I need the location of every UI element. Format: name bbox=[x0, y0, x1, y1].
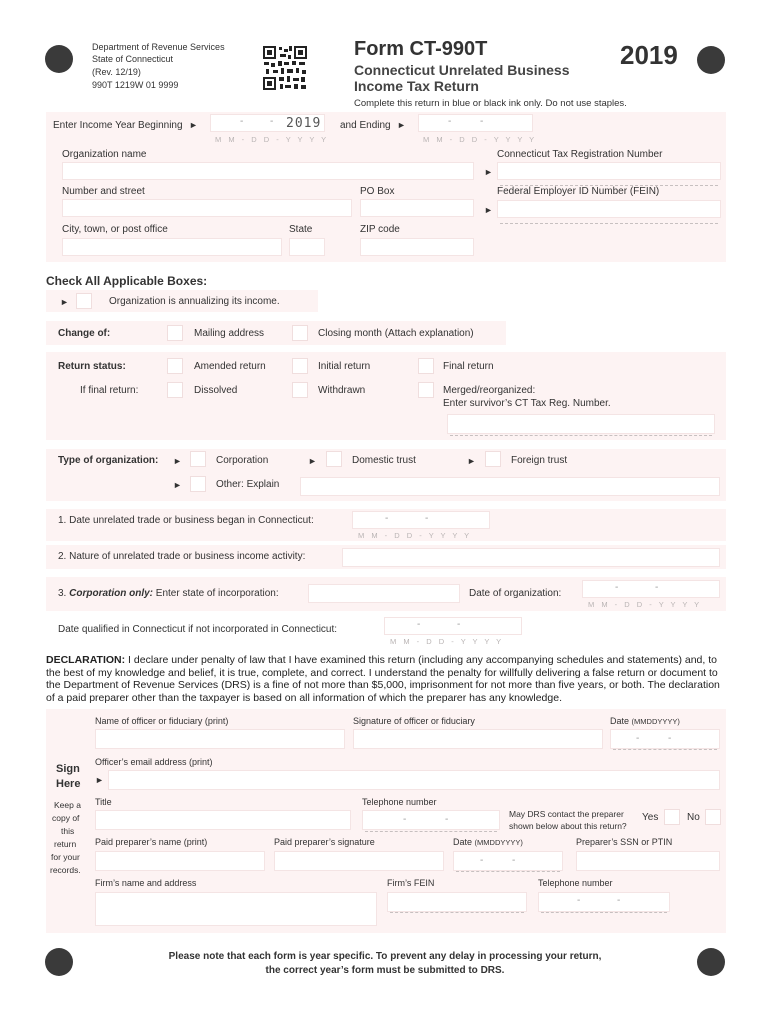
keep-copy-line: this bbox=[61, 826, 75, 836]
fein-boxes bbox=[500, 223, 718, 224]
arrow-icon: ► bbox=[60, 297, 69, 307]
ct-reg-label: Connecticut Tax Registration Number bbox=[497, 149, 663, 160]
withdrawn-label: Withdrawn bbox=[318, 385, 366, 396]
corporation-checkbox[interactable] bbox=[190, 451, 206, 467]
final-return-label: Final return bbox=[443, 361, 494, 372]
officer-phone-boxes bbox=[365, 831, 497, 832]
registration-mark bbox=[697, 46, 725, 74]
declaration-title: DECLARATION: bbox=[46, 654, 126, 666]
dept-line: 990T 1219W 01 9999 bbox=[92, 80, 179, 90]
preparer-ssn-label: Preparer’s SSN or PTIN bbox=[576, 837, 673, 847]
state-label: State bbox=[289, 224, 313, 235]
preparer-signature-input[interactable] bbox=[274, 851, 444, 871]
date-format-hint: M M - D D - Y Y Y Y bbox=[423, 135, 537, 144]
annualizing-checkbox[interactable] bbox=[76, 293, 92, 309]
firm-name-input[interactable] bbox=[95, 892, 377, 926]
date-separator: - bbox=[615, 582, 619, 593]
officer-name-label: Name of officer or fiduciary (print) bbox=[95, 716, 229, 726]
state-of-incorporation-input[interactable] bbox=[308, 584, 460, 603]
date-format-hint: M M - D D - Y Y Y Y bbox=[588, 600, 702, 609]
dept-line: (Rev. 12/19) bbox=[92, 67, 141, 77]
firm-name-label: Firm’s name and address bbox=[95, 878, 197, 888]
po-box-label: PO Box bbox=[360, 186, 395, 197]
date-separator: - bbox=[270, 116, 274, 127]
line-2-input[interactable] bbox=[342, 548, 720, 567]
income-year-begin-label: Enter Income Year Beginning bbox=[53, 120, 183, 131]
keep-copy-line: for your bbox=[51, 852, 80, 862]
city-input[interactable] bbox=[62, 238, 282, 256]
contact-yes-box[interactable] bbox=[664, 809, 680, 825]
firm-fein-label: Firm’s FEIN bbox=[387, 878, 435, 888]
contact-yes-label: Yes bbox=[642, 812, 659, 823]
firm-fein-boxes bbox=[390, 912, 524, 913]
date-label: Date bbox=[453, 837, 473, 847]
dissolved-label: Dissolved bbox=[194, 385, 238, 396]
arrow-icon: ► bbox=[484, 167, 493, 177]
annualizing-label: Organization is annualizing its income. bbox=[109, 296, 280, 307]
zip-input[interactable] bbox=[360, 238, 474, 256]
income-year-begin-value: 2019 bbox=[286, 116, 322, 131]
line-3-label bbox=[58, 588, 279, 599]
initial-return-checkbox[interactable] bbox=[292, 358, 308, 374]
date-separator: - bbox=[617, 895, 621, 906]
contact-no-label: No bbox=[687, 812, 700, 823]
zip-label: ZIP code bbox=[360, 224, 400, 235]
line-3-prefix: 3. bbox=[58, 588, 70, 599]
fein-label: Federal Employer ID Number (FEIN) bbox=[497, 186, 660, 197]
may-contact-label: May DRS contact the preparer bbox=[509, 809, 624, 819]
date-separator: - bbox=[577, 895, 581, 906]
firm-phone-label: Telephone number bbox=[538, 878, 613, 888]
date-separator: - bbox=[445, 814, 449, 825]
form-subtitle: Connecticut Unrelated Business bbox=[354, 62, 570, 78]
officer-date-label bbox=[610, 716, 680, 726]
income-year-end-label: and Ending bbox=[340, 120, 391, 131]
date-qualified-label: Date qualified in Connecticut if not incorporated in Connecticut: bbox=[58, 624, 338, 635]
date-separator: - bbox=[448, 116, 452, 127]
officer-email-label: Officer’s email address (print) bbox=[95, 757, 213, 767]
merged-label: Merged/reorganized: bbox=[443, 385, 536, 396]
mailing-address-label: Mailing address bbox=[194, 328, 265, 339]
arrow-icon: ► bbox=[308, 456, 317, 466]
income-year-end-input[interactable] bbox=[418, 114, 533, 132]
keep-copy-line: records. bbox=[50, 865, 81, 875]
dept-line: Department of Revenue Services bbox=[92, 42, 225, 52]
instructions: Complete this return in blue or black ink only. Do not use staples. bbox=[354, 98, 627, 109]
date-format: (MMDDYYYY) bbox=[631, 717, 680, 726]
state-input[interactable] bbox=[289, 238, 325, 256]
return-status-label: Return status: bbox=[58, 361, 126, 372]
other-explain-input[interactable] bbox=[300, 477, 720, 496]
preparer-name-input[interactable] bbox=[95, 851, 265, 871]
date-separator: - bbox=[417, 619, 421, 630]
date-format: (MMDDYYYY) bbox=[474, 838, 523, 847]
amended-return-label: Amended return bbox=[194, 361, 266, 372]
officer-email-input[interactable] bbox=[108, 770, 720, 790]
closing-month-label: Closing month (Attach explanation) bbox=[318, 328, 474, 339]
sign-here-label: Here bbox=[56, 778, 81, 790]
fein-input[interactable] bbox=[497, 200, 721, 218]
firm-fein-input[interactable] bbox=[387, 892, 527, 912]
date-separator: - bbox=[403, 814, 407, 825]
preparer-date-input[interactable] bbox=[453, 851, 563, 871]
city-label: City, town, or post office bbox=[62, 224, 168, 235]
org-name-input[interactable] bbox=[62, 162, 474, 180]
foreign-trust-checkbox[interactable] bbox=[485, 451, 501, 467]
line-2-label: 2. Nature of unrelated trade or business income activity: bbox=[58, 551, 306, 562]
date-format-hint: M M - D D - Y Y Y Y bbox=[215, 135, 329, 144]
footer-note: the correct year’s form must be submitted to DRS. bbox=[265, 965, 505, 976]
other-checkbox[interactable] bbox=[190, 476, 206, 492]
initial-return-label: Initial return bbox=[318, 361, 371, 372]
arrow-icon: ► bbox=[467, 456, 476, 466]
tax-year: 2019 bbox=[620, 40, 678, 70]
arrow-icon: ► bbox=[95, 775, 104, 785]
date-separator: - bbox=[457, 619, 461, 630]
firm-phone-input[interactable] bbox=[538, 892, 670, 912]
date-format-hint: M M - D D - Y Y Y Y bbox=[358, 531, 472, 540]
preparer-signature-label: Paid preparer’s signature bbox=[274, 837, 375, 847]
survivor-ct-reg-input[interactable] bbox=[447, 414, 715, 434]
org-name-label: Organization name bbox=[62, 149, 147, 160]
officer-title-input[interactable] bbox=[95, 810, 351, 830]
corporation-label: Corporation bbox=[216, 455, 269, 466]
date-of-org-label: Date of organization: bbox=[469, 588, 562, 599]
survivor-ct-reg-boxes bbox=[450, 435, 712, 436]
date-separator: - bbox=[480, 116, 484, 127]
date-separator: - bbox=[668, 733, 672, 744]
officer-signature-input[interactable] bbox=[353, 729, 603, 749]
arrow-icon: ► bbox=[173, 456, 182, 466]
qr-code-icon bbox=[262, 45, 308, 91]
ct-reg-input[interactable] bbox=[497, 162, 721, 180]
line-1-label: 1. Date unrelated trade or business began in Connecticut: bbox=[58, 515, 314, 526]
sign-here-label: Sign bbox=[56, 763, 80, 775]
date-separator: - bbox=[655, 582, 659, 593]
arrow-icon: ► bbox=[189, 120, 198, 130]
date-separator: - bbox=[240, 116, 244, 127]
dissolved-checkbox[interactable] bbox=[167, 382, 183, 398]
preparer-name-label: Paid preparer’s name (print) bbox=[95, 837, 208, 847]
officer-signature-label: Signature of officer or fiduciary bbox=[353, 716, 475, 726]
dept-line: State of Connecticut bbox=[92, 54, 174, 64]
form-title: Form CT-990T bbox=[354, 38, 488, 60]
final-return-checkbox[interactable] bbox=[418, 358, 434, 374]
arrow-icon: ► bbox=[484, 205, 493, 215]
keep-copy-line: Keep a bbox=[54, 800, 81, 810]
line-3-rest: Enter state of incorporation: bbox=[153, 588, 279, 599]
preparer-date-label bbox=[453, 837, 523, 847]
date-separator: - bbox=[385, 513, 389, 524]
amended-return-checkbox[interactable] bbox=[167, 358, 183, 374]
officer-date-boxes bbox=[613, 749, 717, 750]
date-separator: - bbox=[480, 855, 484, 866]
po-box-input[interactable] bbox=[360, 199, 474, 217]
line-1-date-input[interactable] bbox=[352, 511, 490, 529]
keep-copy-line: return bbox=[54, 839, 77, 849]
change-of-label: Change of: bbox=[58, 328, 111, 339]
date-qualified-input[interactable] bbox=[384, 617, 522, 635]
type-of-org-label: Type of organization: bbox=[58, 455, 159, 466]
survivor-label: Enter survivor’s CT Tax Reg. Number. bbox=[443, 398, 611, 409]
preparer-date-boxes bbox=[456, 871, 560, 872]
may-contact-label: shown below about this return? bbox=[509, 821, 627, 831]
date-separator: - bbox=[636, 733, 640, 744]
line-3-corp-only: Corporation only: bbox=[69, 588, 154, 599]
contact-no-box[interactable] bbox=[705, 809, 721, 825]
officer-phone-label: Telephone number bbox=[362, 797, 437, 807]
closing-month-checkbox[interactable] bbox=[292, 325, 308, 341]
withdrawn-checkbox[interactable] bbox=[292, 382, 308, 398]
firm-phone-boxes bbox=[541, 912, 667, 913]
other-label: Other: Explain bbox=[216, 479, 280, 490]
preparer-ssn-input[interactable] bbox=[576, 851, 720, 871]
form-subtitle: Income Tax Return bbox=[354, 78, 479, 94]
officer-date-input[interactable] bbox=[610, 729, 720, 749]
checkbox-heading: Check All Applicable Boxes: bbox=[46, 274, 208, 288]
if-final-label: If final return: bbox=[80, 385, 139, 396]
arrow-icon: ► bbox=[397, 120, 406, 130]
foreign-trust-label: Foreign trust bbox=[511, 455, 568, 466]
merged-checkbox[interactable] bbox=[418, 382, 434, 398]
domestic-trust-label: Domestic trust bbox=[352, 455, 416, 466]
officer-name-input[interactable] bbox=[95, 729, 345, 749]
mailing-address-checkbox[interactable] bbox=[167, 325, 183, 341]
declaration-text bbox=[46, 654, 726, 704]
declaration-body: I declare under penalty of law that I have examined this return (including any accompanying schedules and statements) and, to the best of my knowledge and belief, it is true, complete, and correct. I understand the penalty for willfully delivering a false return or document to the Department of Revenue Services (DRS) is a fine of not more than $5,000, imprisonment for not more than five years, or both. The declaration of a paid preparer other than the taxpayer is based on all information of which the preparer has any knowledge. bbox=[46, 654, 720, 704]
date-separator: - bbox=[512, 855, 516, 866]
date-separator: - bbox=[425, 513, 429, 524]
arrow-icon: ► bbox=[173, 480, 182, 490]
street-input[interactable] bbox=[62, 199, 352, 217]
registration-mark bbox=[45, 45, 73, 73]
officer-phone-input[interactable] bbox=[362, 810, 500, 830]
footer-note: Please note that each form is year specific. To prevent any delay in processing your return, bbox=[168, 951, 602, 962]
domestic-trust-checkbox[interactable] bbox=[326, 451, 342, 467]
date-label: Date bbox=[610, 716, 630, 726]
street-label: Number and street bbox=[62, 186, 145, 197]
keep-copy-line: copy of bbox=[52, 813, 80, 823]
officer-title-label: Title bbox=[95, 797, 112, 807]
date-of-org-input[interactable] bbox=[582, 580, 720, 598]
date-format-hint: M M - D D - Y Y Y Y bbox=[390, 637, 504, 646]
